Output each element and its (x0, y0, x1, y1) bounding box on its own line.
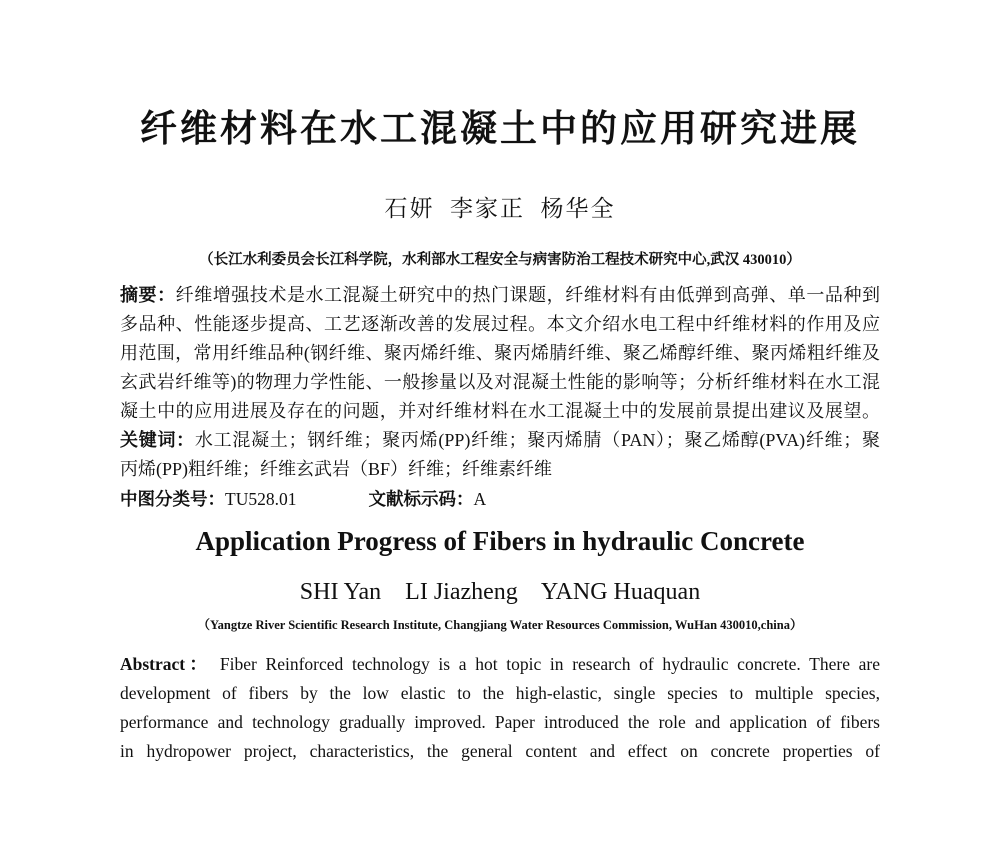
document-code-label: 文献标示码： (368, 489, 474, 509)
abstract-english-label: Abstract： (120, 654, 212, 674)
abstract-chinese-line-5: 凝土中的应用进展及存在的问题，并对纤维材料在水工混凝土中的发展前景提出建议及展望。 (120, 401, 880, 421)
paper-title-english: Application Progress of Fibers in hydraulic Concrete (195, 526, 805, 556)
keywords-chinese (120, 426, 880, 484)
abstract-english (120, 650, 880, 766)
abstract-english-line-1 (120, 650, 880, 679)
authors-chinese: 石妍 李家正 杨华全 (384, 196, 616, 221)
scanned-paper-page (0, 105, 1000, 865)
keywords-chinese-text-1: 水工混凝土；钢纤维；聚丙烯(PP)纤维；聚丙烯腈（PAN）；聚乙烯醇(PVA)纤维；聚 (194, 430, 881, 450)
authors-english: SHI Yan LI Jiazheng YANG Huaquan (299, 579, 701, 605)
abstract-chinese-line-1 (120, 281, 880, 310)
abstract-chinese-line-3: 用范围，常用纤维品种(钢纤维、聚丙烯纤维、聚丙烯腈纤维、聚乙烯醇纤维、聚丙烯粗纤维及 (120, 343, 880, 363)
abstract-english-line-4: in hydropower project, characteristics, the general content and effect on concrete properties of (120, 741, 880, 761)
document-code-value: A (473, 489, 487, 509)
abstract-chinese-line-4: 玄武岩纤维等)的物理力学性能、一般掺量以及对混凝土性能的影响等；分析纤维材料在水工混 (120, 372, 880, 392)
paper-content-column (120, 105, 880, 766)
abstract-english-line-2: development of fibers by the low elastic to the high-elastic, single species to multiple species, (120, 683, 880, 703)
keywords-chinese-line-1 (120, 426, 880, 455)
clc-number-label: 中图分类号： (120, 489, 225, 509)
classification-line (120, 486, 880, 512)
abstract-chinese-label: 摘要： (120, 285, 176, 305)
keywords-chinese-line-2: 丙烯(PP)粗纤维；纤维玄武岩（BF）纤维；纤维素纤维 (120, 459, 553, 479)
abstract-chinese-text-1: 纤维增强技术是水工混凝土研究中的热门课题，纤维材料有由低弹到高弹、单一品种到 (175, 285, 881, 305)
affiliation-english: （Yangtze River Scientific Research Institute, Changjiang Water Resources Commission, WuHan 430010,china） (197, 618, 803, 632)
paper-title-chinese: 纤维材料在水工混凝土中的应用研究进展 (140, 109, 860, 150)
clc-number-value: TU528.01 (225, 489, 297, 509)
abstract-english-line-3: performance and technology gradually improved. Paper introduced the role and application of fibers (120, 712, 880, 732)
affiliation-chinese: （长江水利委员会长江科学院，水利部水工程安全与病害防治工程技术研究中心,武汉 430010） (199, 252, 801, 268)
abstract-english-text-1: Fiber Reinforced technology is a hot topic in research of hydraulic concrete. There are (219, 654, 881, 674)
abstract-chinese (120, 281, 880, 426)
abstract-chinese-line-2: 多品种、性能逐步提高、工艺逐渐改善的发展过程。本文介绍水电工程中纤维材料的作用及应 (120, 314, 880, 334)
keywords-chinese-label: 关键词： (120, 430, 195, 450)
